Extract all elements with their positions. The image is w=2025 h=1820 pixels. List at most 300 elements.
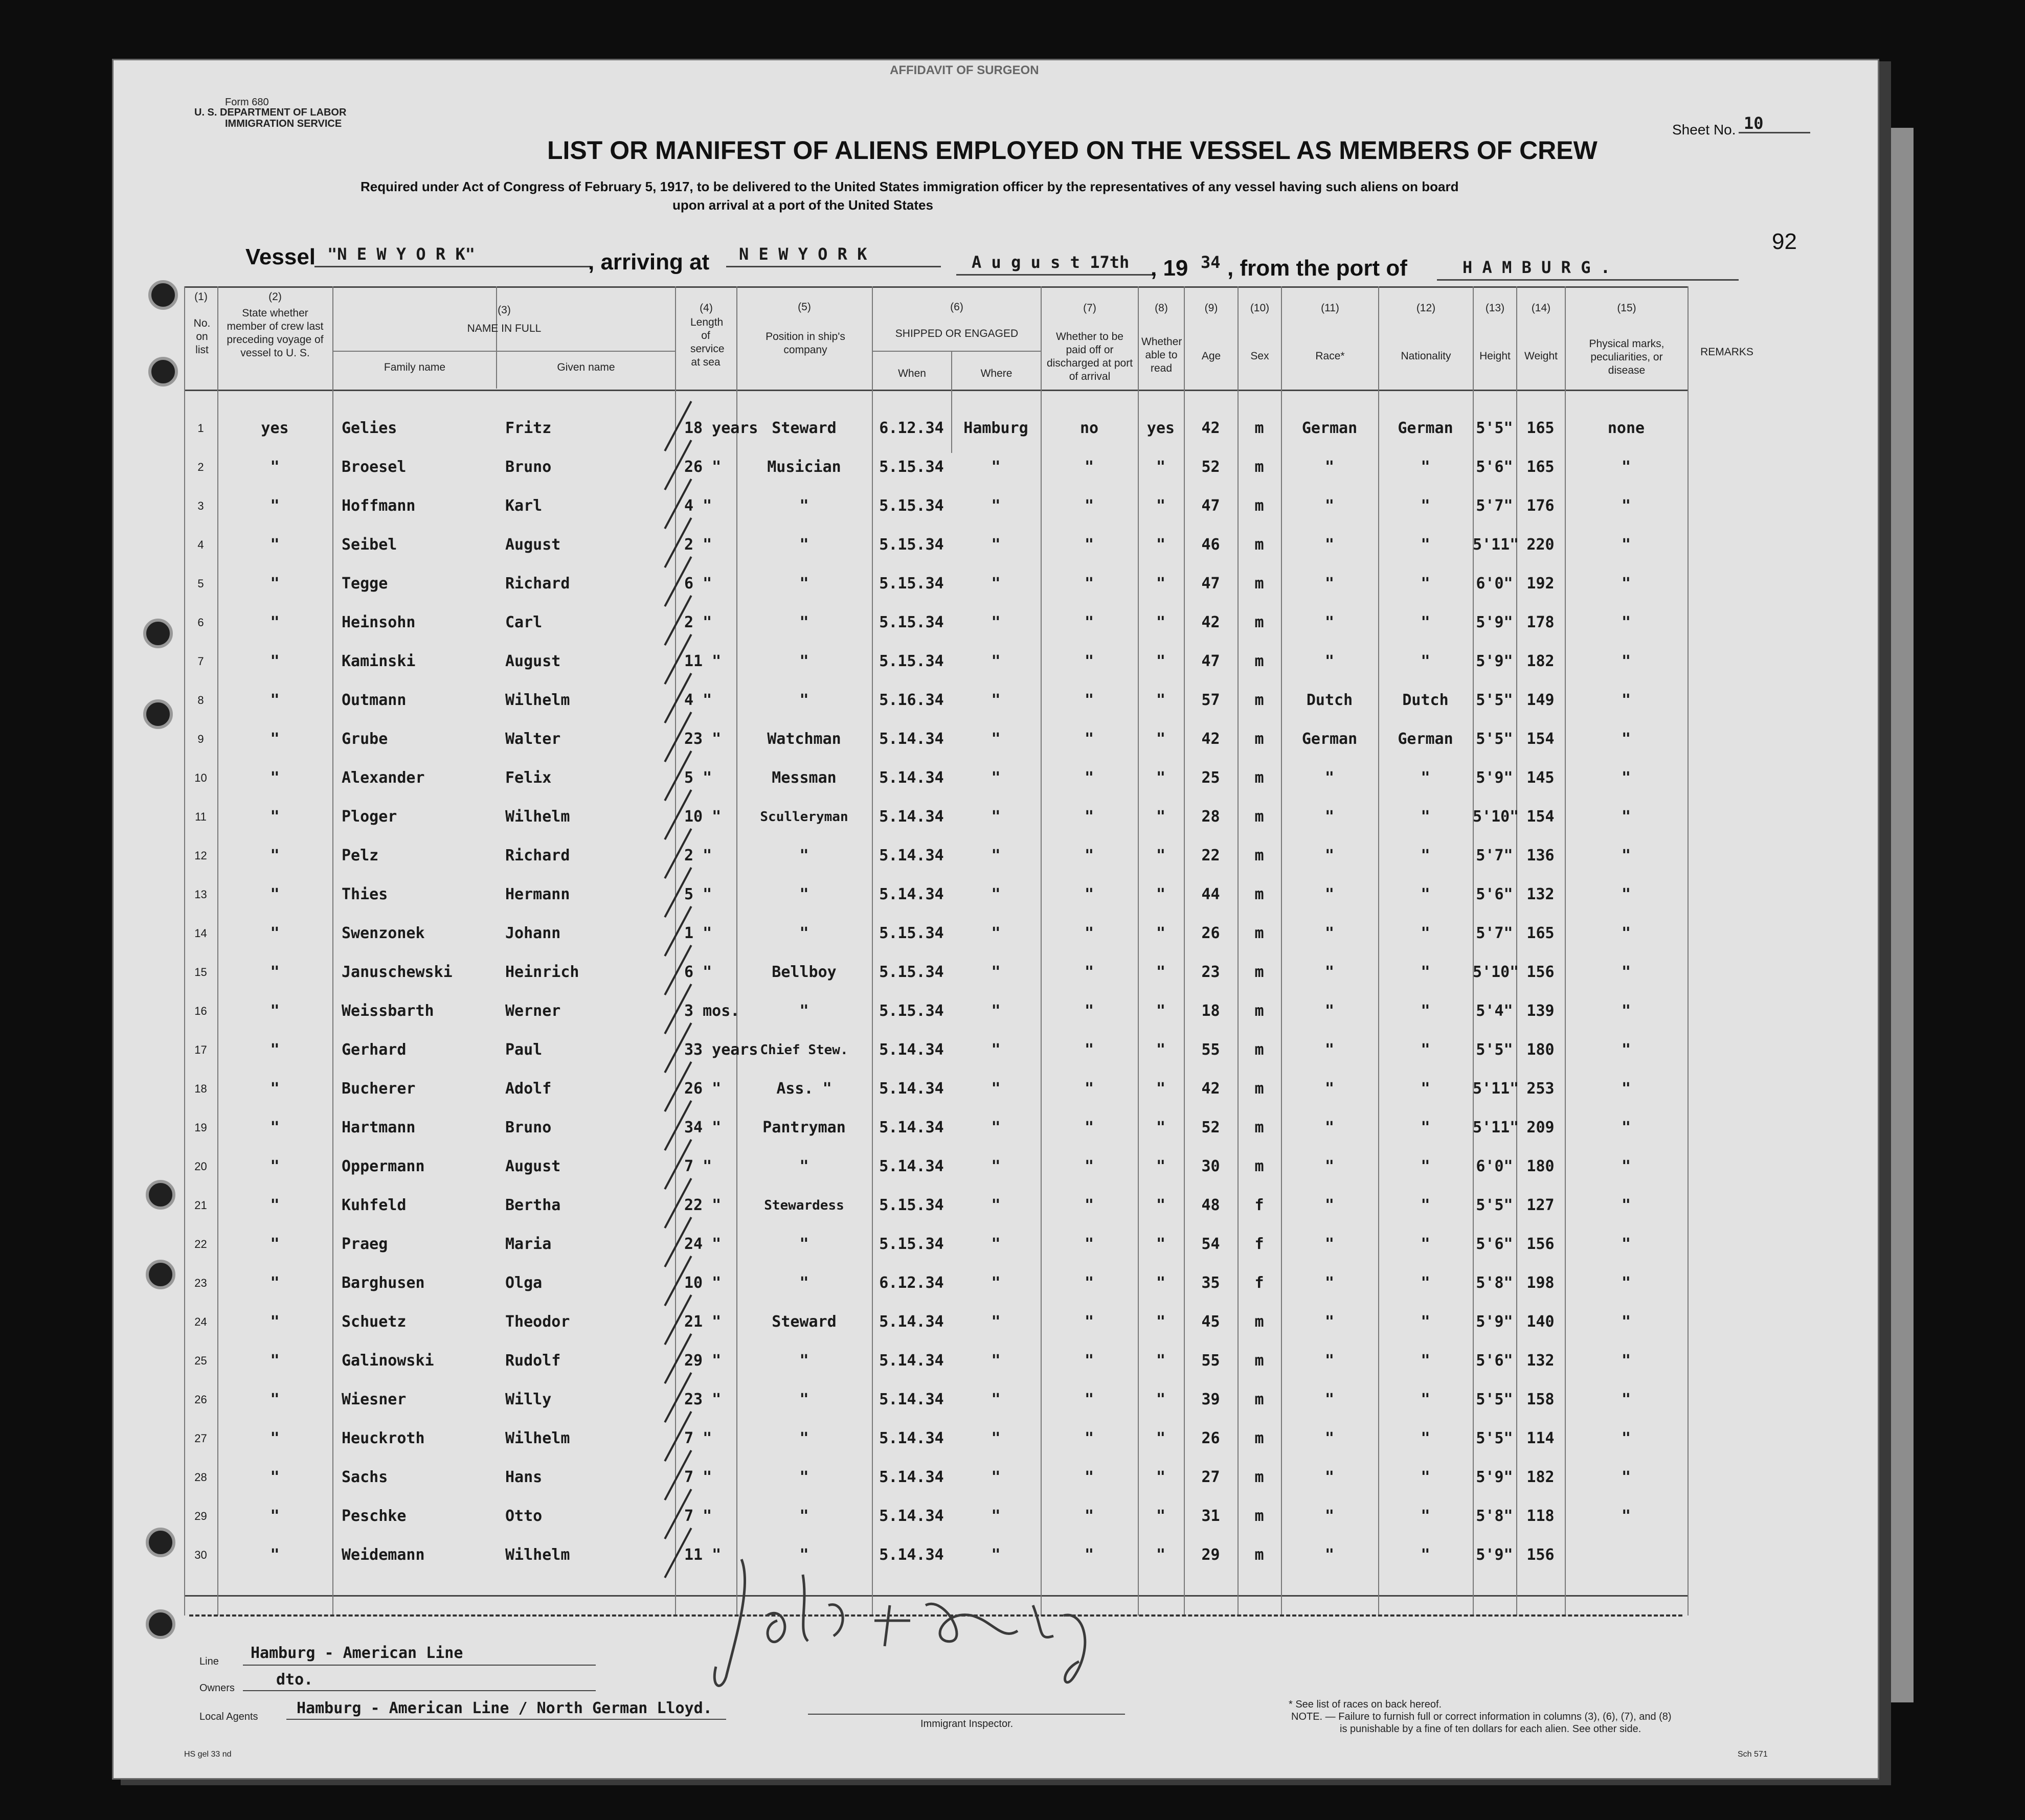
cell-able-to-read: " [1156, 730, 1166, 748]
cell-able-to-read: " [1156, 1002, 1166, 1020]
cell-shipped-where: " [991, 1507, 1001, 1525]
cell-length-of-service: 23 " [684, 1391, 722, 1408]
cell-length-of-service: 6 " [684, 963, 712, 981]
cell-able-to-read: " [1156, 1507, 1166, 1525]
cell-physical-marks: " [1621, 691, 1631, 709]
cell-able-to-read: " [1156, 497, 1166, 515]
cell-able-to-read: " [1156, 1313, 1166, 1331]
cell-shipped-when: 5.15.34 [879, 1002, 944, 1020]
cell-prev-voyage: " [270, 1507, 280, 1525]
vessel-name: "N E W Y O R K" [327, 244, 475, 264]
cell-able-to-read: " [1156, 575, 1166, 593]
cell-age: 47 [1201, 652, 1220, 670]
owners-label: Owners [199, 1682, 235, 1694]
cell-shipped-where: " [991, 613, 1001, 631]
cell-weight: 253 [1526, 1080, 1555, 1098]
cell-nationality: German [1398, 730, 1453, 748]
cell-row-number: 13 [194, 888, 207, 901]
cell-prev-voyage: " [270, 1274, 280, 1292]
cell-prev-voyage: " [270, 613, 280, 631]
cell-given-name: Johann [505, 924, 561, 942]
cell-shipped-when: 5.15.34 [879, 963, 944, 981]
cell-shipped-where: " [991, 730, 1001, 748]
cell-sex: m [1254, 1429, 1264, 1447]
cell-given-name: Wilhelm [505, 691, 570, 709]
table-row [0, 798, 2025, 836]
cell-height: 5'9" [1476, 652, 1513, 670]
cell-shipped-where: " [991, 963, 1001, 981]
cell-sex: m [1254, 1352, 1264, 1370]
cell-family-name: Januschewski [342, 963, 453, 981]
cell-sex: m [1254, 769, 1264, 787]
cell-weight: 118 [1526, 1507, 1555, 1525]
cell-length-of-service: 5 " [684, 885, 712, 903]
cell-paid-off: " [1084, 691, 1094, 709]
cell-paid-off: " [1084, 613, 1094, 631]
cell-height: 5'10" [1473, 963, 1519, 981]
cell-given-name: Wilhelm [505, 808, 570, 826]
schedule-code: Sch 571 [1738, 1750, 1768, 1759]
cell-family-name: Heuckroth [342, 1429, 425, 1447]
col-header-nationality: Nationality [1401, 350, 1451, 362]
table-row [0, 1380, 2025, 1419]
cell-height: 5'5" [1476, 1041, 1513, 1059]
cell-able-to-read: yes [1146, 419, 1175, 437]
cell-length-of-service: 10 " [684, 1274, 722, 1292]
cell-age: 48 [1201, 1196, 1220, 1214]
cell-shipped-where: " [991, 1274, 1001, 1292]
cell-race: " [1324, 1429, 1335, 1447]
line-value: Hamburg - American Line [251, 1644, 463, 1662]
cell-weight: 182 [1526, 1468, 1555, 1486]
cell-given-name: Hans [505, 1468, 543, 1486]
cell-paid-off: " [1084, 847, 1094, 864]
cell-age: 42 [1201, 1080, 1220, 1098]
cell-height: 5'8" [1476, 1507, 1513, 1525]
cell-race: " [1324, 497, 1335, 515]
cell-height: 5'7" [1476, 497, 1513, 515]
cell-shipped-when: 5.14.34 [879, 769, 944, 787]
cell-shipped-where: " [991, 1041, 1001, 1059]
form-number: Form 680 [225, 97, 269, 108]
cell-shipped-where: " [991, 769, 1001, 787]
cell-given-name: Fritz [505, 419, 552, 437]
cell-shipped-when: 5.14.34 [879, 1391, 944, 1408]
cell-age: 54 [1201, 1235, 1220, 1253]
cell-physical-marks: " [1621, 1429, 1631, 1447]
cell-given-name: August [505, 1157, 561, 1175]
cell-weight: 165 [1526, 458, 1555, 476]
cell-race: " [1324, 1546, 1335, 1564]
cell-physical-marks: " [1621, 769, 1631, 787]
cell-race: " [1324, 1274, 1335, 1292]
cell-physical-marks: " [1621, 536, 1631, 554]
year-prefix: , 19 [1151, 256, 1188, 281]
cell-paid-off: " [1084, 808, 1094, 826]
col-header-shipped: SHIPPED OR ENGAGED [895, 328, 1019, 339]
cell-position: Steward [772, 419, 837, 437]
col-number-1: (1) [194, 291, 208, 303]
cell-sex: m [1254, 1041, 1264, 1059]
cell-given-name: August [505, 536, 561, 554]
cell-position: " [799, 1352, 809, 1370]
cell-family-name: Pelz [342, 847, 379, 864]
cell-shipped-when: 5.15.34 [879, 652, 944, 670]
arriving-underline [726, 266, 941, 267]
cell-height: 5'5" [1476, 730, 1513, 748]
col-number-4: (4) [700, 302, 713, 314]
cell-sex: m [1254, 885, 1264, 903]
cell-weight: 154 [1526, 808, 1555, 826]
cell-paid-off: " [1084, 769, 1094, 787]
cell-weight: 114 [1526, 1429, 1555, 1447]
arrival-date: A u g u s t 17th [972, 253, 1130, 272]
service: IMMIGRATION SERVICE [225, 118, 342, 129]
cell-paid-off: " [1084, 1080, 1094, 1098]
binder-hole [146, 1609, 175, 1639]
cell-age: 35 [1201, 1274, 1220, 1292]
cell-physical-marks: " [1621, 1041, 1631, 1059]
cell-able-to-read: " [1156, 1041, 1166, 1059]
cell-age: 30 [1201, 1157, 1220, 1175]
cell-length-of-service: 2 " [684, 613, 712, 631]
cell-age: 18 [1201, 1002, 1220, 1020]
table-row [0, 1419, 2025, 1458]
col-header-remarks: REMARKS [1700, 346, 1753, 358]
col-header-paid-off: Whether to be paid off or discharged at port of arrival [1046, 331, 1133, 382]
cell-given-name: Bruno [505, 458, 552, 476]
cell-given-name: Bertha [505, 1196, 561, 1214]
arriving-port: N E W Y O R K [739, 244, 867, 264]
cell-prev-voyage: " [270, 963, 280, 981]
cell-able-to-read: " [1156, 1546, 1166, 1564]
cell-able-to-read: " [1156, 613, 1166, 631]
cell-position: " [799, 1546, 809, 1564]
cell-nationality: " [1421, 847, 1430, 864]
cell-given-name: Richard [505, 575, 570, 593]
cell-prev-voyage: " [270, 691, 280, 709]
cell-shipped-where: " [991, 1235, 1001, 1253]
cell-weight: 140 [1526, 1313, 1555, 1331]
cell-height: 5'9" [1476, 613, 1513, 631]
cell-family-name: Alexander [342, 769, 425, 787]
cell-weight: 158 [1526, 1391, 1555, 1408]
cell-nationality: " [1421, 1119, 1430, 1136]
year-suffix: 34 [1201, 253, 1221, 272]
cell-race: " [1324, 924, 1335, 942]
cell-length-of-service: 29 " [684, 1352, 722, 1370]
cell-weight: 182 [1526, 652, 1555, 670]
cell-length-of-service: 10 " [684, 808, 722, 826]
cell-height: 5'6" [1476, 458, 1513, 476]
cell-age: 27 [1201, 1468, 1220, 1486]
cell-nationality: " [1421, 1002, 1430, 1020]
col-header-given: Given name [557, 361, 615, 373]
line-label: Line [199, 1656, 219, 1667]
cell-physical-marks: " [1621, 1391, 1631, 1408]
cell-paid-off: " [1084, 1429, 1094, 1447]
cell-weight: 180 [1526, 1157, 1555, 1175]
cell-able-to-read: " [1156, 1157, 1166, 1175]
cell-nationality: " [1421, 1546, 1430, 1564]
cell-shipped-when: 5.14.34 [879, 1313, 944, 1331]
cell-paid-off: " [1084, 1196, 1094, 1214]
cell-height: 5'6" [1476, 1235, 1513, 1253]
cell-family-name: Gerhard [342, 1041, 407, 1059]
cell-sex: m [1254, 536, 1264, 554]
owners-underline [243, 1690, 596, 1691]
cell-shipped-when: 5.15.34 [879, 536, 944, 554]
cell-family-name: Hartmann [342, 1119, 416, 1136]
cell-family-name: Bucherer [342, 1080, 416, 1098]
cell-shipped-when: 6.12.34 [879, 1274, 944, 1292]
cell-position: " [799, 652, 809, 670]
cell-row-number: 11 [195, 810, 207, 823]
agents-underline [286, 1719, 726, 1720]
cell-race: Dutch [1306, 691, 1353, 709]
cell-age: 55 [1201, 1352, 1220, 1370]
cell-shipped-where: " [991, 1313, 1001, 1331]
cell-given-name: Felix [505, 769, 552, 787]
cell-nationality: " [1421, 1041, 1430, 1059]
col-header-height: Height [1479, 350, 1511, 362]
cell-row-number: 5 [197, 577, 204, 590]
cell-physical-marks: " [1621, 847, 1631, 864]
cell-physical-marks: " [1621, 1080, 1631, 1098]
cell-length-of-service: 18 years [684, 419, 758, 437]
table-row [0, 1497, 2025, 1536]
col-number-12: (12) [1416, 302, 1436, 314]
cell-length-of-service: 7 " [684, 1429, 712, 1447]
cell-sex: m [1254, 730, 1264, 748]
cell-height: 5'5" [1476, 1429, 1513, 1447]
page-title: LIST OR MANIFEST OF ALIENS EMPLOYED ON THE VESSEL AS MEMBERS OF CREW [547, 136, 1598, 165]
cell-position: " [799, 691, 809, 709]
cell-given-name: August [505, 652, 561, 670]
col-header-marks: Physical marks, peculiarities, or disease [1589, 338, 1664, 376]
table-row [0, 1186, 2025, 1225]
cell-row-number: 23 [194, 1277, 207, 1289]
cell-height: 5'11" [1473, 1080, 1519, 1098]
table-row [0, 720, 2025, 759]
cell-weight: 156 [1526, 963, 1555, 981]
table-row [0, 836, 2025, 875]
cell-able-to-read: " [1156, 1391, 1166, 1408]
cell-position: Musician [767, 458, 841, 476]
col-header-service: Length of service at sea [690, 316, 725, 368]
col-header-prev-voyage: State whether member of crew last preceding voyage of vessel to U. S. [227, 307, 324, 359]
cell-length-of-service: 26 " [684, 1080, 722, 1098]
cell-prev-voyage: " [270, 575, 280, 593]
cell-race: " [1324, 1507, 1335, 1525]
cell-position: " [799, 575, 809, 593]
cell-family-name: Gelies [342, 419, 397, 437]
cell-given-name: Willy [505, 1391, 552, 1408]
cell-weight: 176 [1526, 497, 1555, 515]
cell-sex: m [1254, 1391, 1264, 1408]
page-number: 92 [1772, 229, 1797, 254]
cell-nationality: " [1421, 963, 1430, 981]
cell-position: Sculleryman [760, 809, 848, 825]
cell-given-name: Paul [505, 1041, 543, 1059]
cell-height: 5'11" [1473, 536, 1519, 554]
cell-given-name: Otto [505, 1507, 543, 1525]
cell-weight: 178 [1526, 613, 1555, 631]
cell-able-to-read: " [1156, 924, 1166, 942]
cell-family-name: Ploger [342, 808, 397, 826]
cell-family-name: Galinowski [342, 1352, 434, 1370]
cell-paid-off: " [1084, 1041, 1094, 1059]
cell-shipped-where: " [991, 924, 1001, 942]
cell-shipped-where: " [991, 536, 1001, 554]
cell-paid-off: " [1084, 1352, 1094, 1370]
cell-prev-voyage: " [270, 1157, 280, 1175]
cell-height: 5'7" [1476, 847, 1513, 864]
cell-length-of-service: 4 " [684, 691, 712, 709]
cell-paid-off: " [1084, 1468, 1094, 1486]
cell-row-number: 15 [194, 966, 207, 979]
cell-length-of-service: 7 " [684, 1507, 712, 1525]
cell-row-number: 1 [197, 422, 204, 435]
cell-shipped-when: 5.14.34 [879, 1546, 944, 1564]
cell-position: " [799, 1429, 809, 1447]
cell-height: 5'9" [1476, 769, 1513, 787]
cell-length-of-service: 2 " [684, 536, 712, 554]
cell-given-name: Heinrich [505, 963, 579, 981]
cell-row-number: 21 [194, 1199, 207, 1212]
cell-given-name: Bruno [505, 1119, 552, 1136]
cell-length-of-service: 2 " [684, 847, 712, 864]
cell-shipped-when: 5.15.34 [879, 924, 944, 942]
cell-given-name: Wilhelm [505, 1546, 570, 1564]
cell-shipped-where: " [991, 1468, 1001, 1486]
cell-family-name: Hoffmann [342, 497, 416, 515]
cell-row-number: 26 [194, 1393, 207, 1406]
cell-age: 42 [1201, 730, 1220, 748]
cell-physical-marks: " [1621, 1157, 1631, 1175]
cell-nationality: " [1421, 1352, 1430, 1370]
cell-sex: m [1254, 419, 1264, 437]
cell-position: " [799, 924, 809, 942]
cell-given-name: Walter [505, 730, 561, 748]
cell-length-of-service: 23 " [684, 730, 722, 748]
cell-prev-voyage: " [270, 1429, 280, 1447]
subtitle-line2: upon arrival at a port of the United States [672, 197, 933, 213]
cell-height: 5'7" [1476, 924, 1513, 942]
cell-position: Ass. " [776, 1080, 832, 1098]
table-row [0, 487, 2025, 526]
cell-family-name: Tegge [342, 575, 388, 593]
cell-shipped-when: 6.12.34 [879, 419, 944, 437]
cell-family-name: Thies [342, 885, 388, 903]
cell-able-to-read: " [1156, 1196, 1166, 1214]
cell-height: 5'10" [1473, 808, 1519, 826]
cell-position: " [799, 1274, 809, 1292]
cell-paid-off: " [1084, 1313, 1094, 1331]
cell-length-of-service: 24 " [684, 1235, 722, 1253]
cell-prev-voyage: " [270, 1313, 280, 1331]
cell-shipped-where: " [991, 575, 1001, 593]
cell-height: 5'6" [1476, 1352, 1513, 1370]
note-races: * See list of races on back hereof. [1289, 1699, 1442, 1710]
cell-given-name: Wilhelm [505, 1429, 570, 1447]
cell-position: " [799, 497, 809, 515]
cell-given-name: Carl [505, 613, 543, 631]
cell-family-name: Seibel [342, 536, 397, 554]
cell-length-of-service: 22 " [684, 1196, 722, 1214]
inspector-underline [808, 1714, 1125, 1715]
cell-able-to-read: " [1156, 1468, 1166, 1486]
col-header-no: No. on list [193, 317, 211, 356]
cell-height: 5'4" [1476, 1002, 1513, 1020]
cell-length-of-service: 1 " [684, 924, 712, 942]
cell-race: " [1324, 652, 1335, 670]
cell-age: 39 [1201, 1391, 1220, 1408]
cell-paid-off: " [1084, 924, 1094, 942]
cell-nationality: " [1421, 808, 1430, 826]
cell-nationality: " [1421, 458, 1430, 476]
cell-shipped-when: 5.14.34 [879, 1468, 944, 1486]
shipped-subrule [872, 351, 1041, 352]
cell-paid-off: " [1084, 1391, 1094, 1408]
cell-weight: 136 [1526, 847, 1555, 864]
cell-physical-marks: none [1607, 419, 1645, 437]
col-header-age: Age [1201, 350, 1221, 362]
cell-physical-marks: " [1621, 1468, 1631, 1486]
cell-age: 42 [1201, 613, 1220, 631]
cell-age: 26 [1201, 924, 1220, 942]
cell-race: German [1301, 730, 1358, 748]
cell-shipped-when: 5.16.34 [879, 691, 944, 709]
cell-paid-off: " [1084, 1002, 1094, 1020]
agents-value: Hamburg - American Line / North German Lloyd. [297, 1699, 712, 1717]
cell-shipped-where: Hamburg [963, 419, 1028, 437]
cell-sex: m [1254, 652, 1264, 670]
cell-race: " [1324, 1119, 1335, 1136]
cell-nationality: " [1421, 497, 1430, 515]
cell-physical-marks: " [1621, 1002, 1631, 1020]
cell-row-number: 9 [197, 733, 204, 745]
col-header-weight: Weight [1524, 350, 1558, 362]
cell-able-to-read: " [1156, 1429, 1166, 1447]
col-header-race: Race* [1315, 350, 1345, 362]
cell-prev-voyage: " [270, 924, 280, 942]
cell-row-number: 7 [197, 655, 204, 668]
faint-heading: AFFIDAVIT OF SURGEON [890, 63, 1039, 77]
cell-given-name: Maria [505, 1235, 552, 1253]
cell-nationality: " [1421, 652, 1430, 670]
cell-paid-off: " [1084, 575, 1094, 593]
cell-prev-voyage: " [270, 1235, 280, 1253]
sheet-underline [1739, 132, 1810, 133]
cell-shipped-when: 5.15.34 [879, 1196, 944, 1214]
cell-shipped-where: " [991, 691, 1001, 709]
cell-prev-voyage: " [270, 1041, 280, 1059]
cell-able-to-read: " [1156, 1119, 1166, 1136]
cell-prev-voyage: " [270, 1196, 280, 1214]
cell-height: 5'11" [1473, 1119, 1519, 1136]
cell-shipped-where: " [991, 1002, 1001, 1020]
cell-age: 42 [1201, 419, 1220, 437]
col-number-15: (15) [1617, 302, 1636, 314]
cell-length-of-service: 11 " [684, 652, 722, 670]
cell-paid-off: " [1084, 536, 1094, 554]
cell-row-number: 28 [194, 1471, 207, 1484]
cell-age: 26 [1201, 1429, 1220, 1447]
cell-family-name: Swenzonek [342, 924, 425, 942]
col-header-name: NAME IN FULL [467, 323, 542, 334]
cell-shipped-when: 5.15.34 [879, 613, 944, 631]
